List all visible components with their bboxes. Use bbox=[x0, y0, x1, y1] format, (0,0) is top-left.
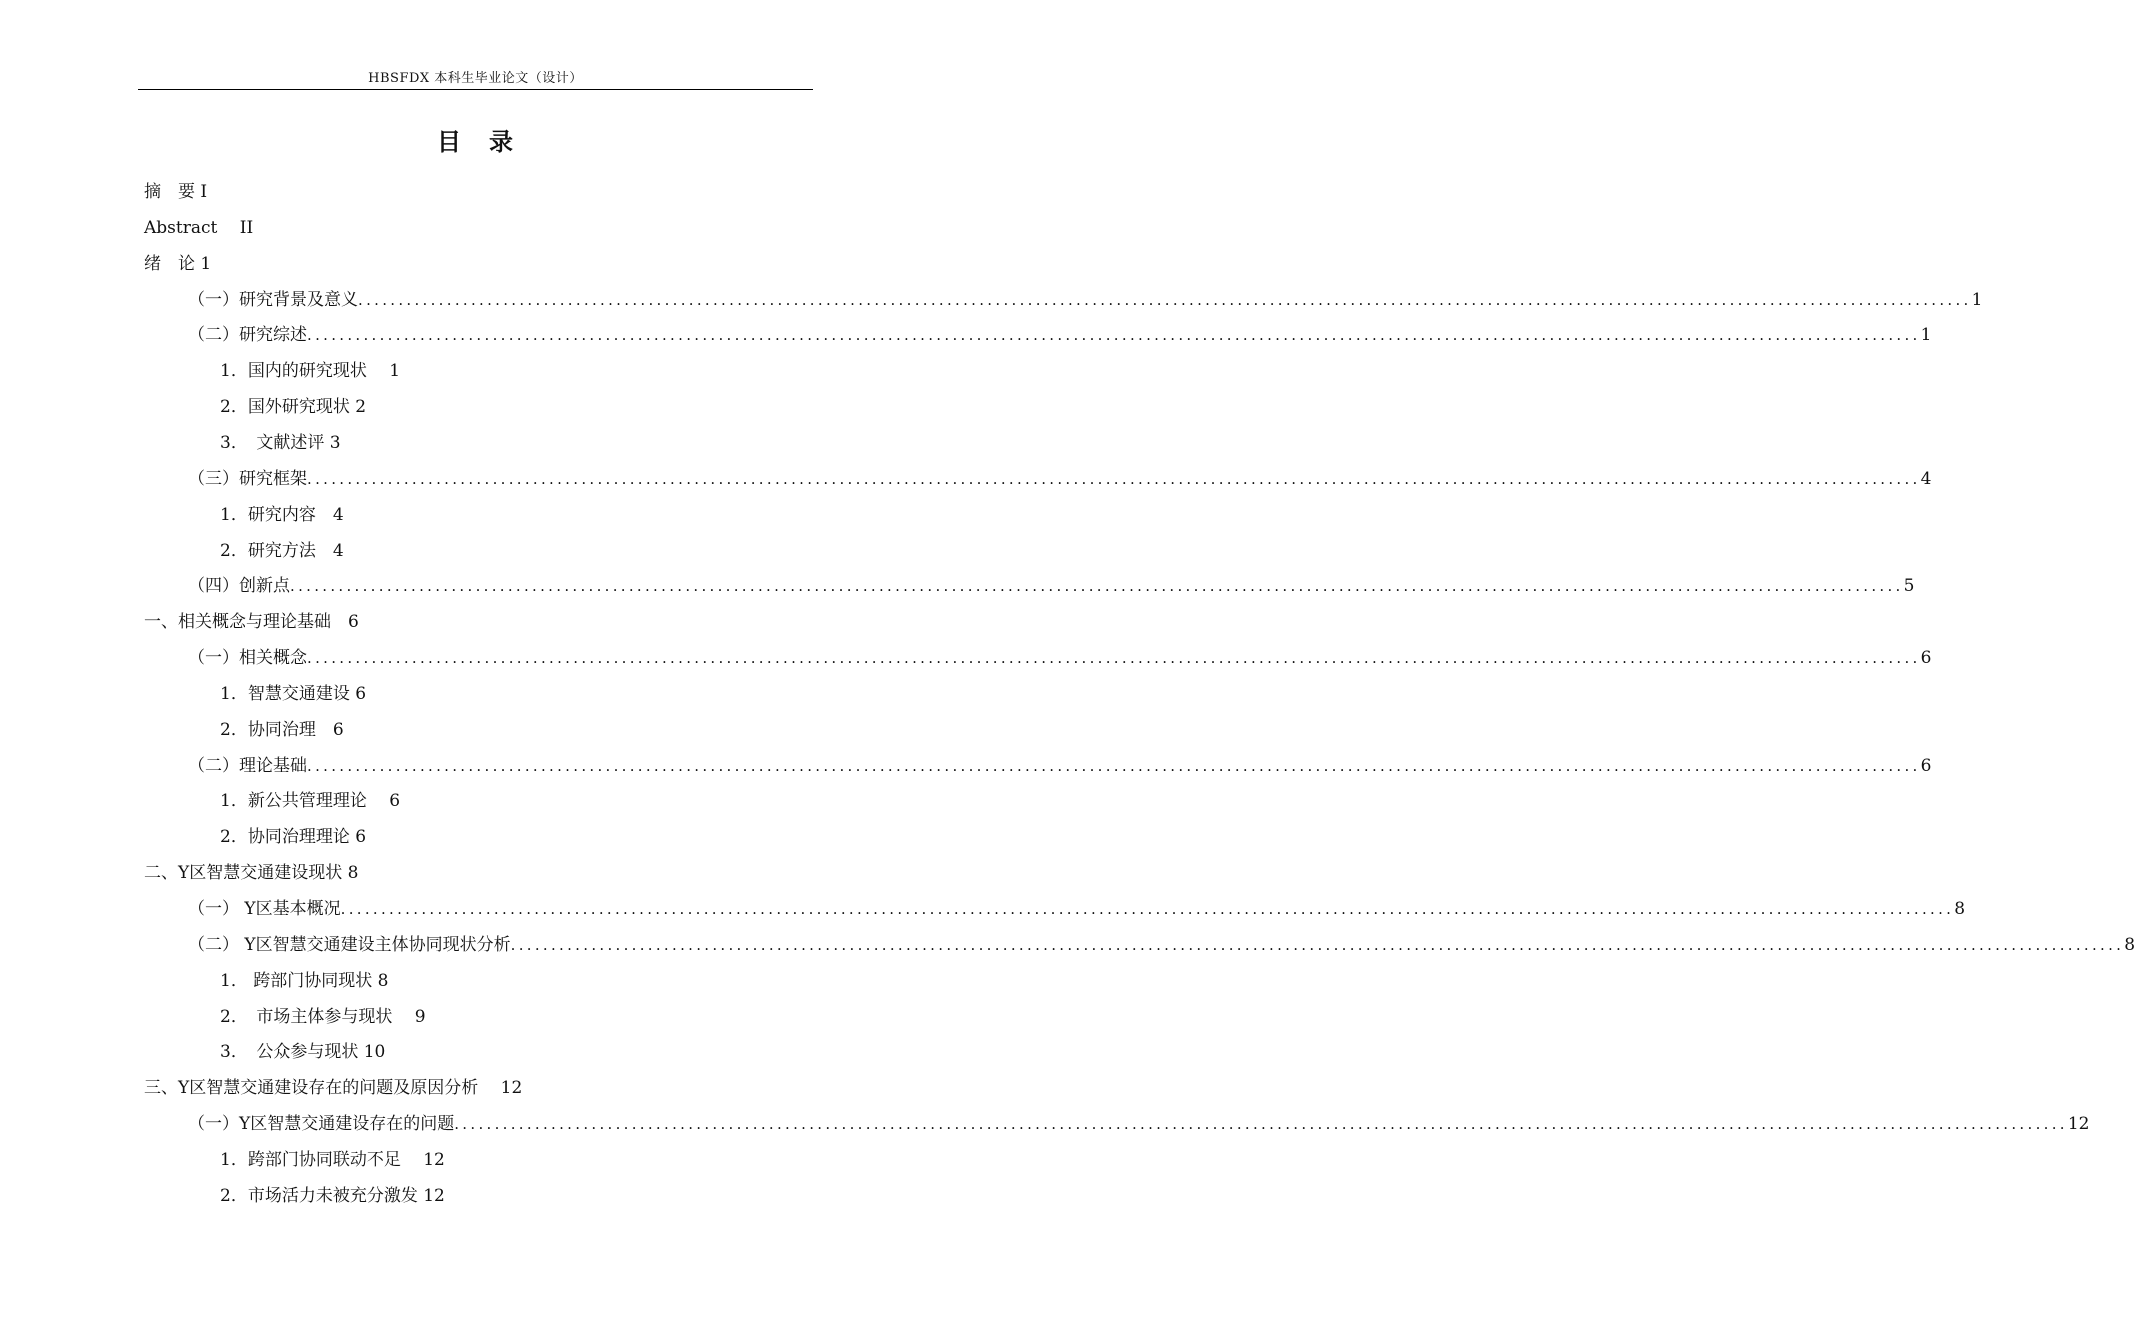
toc-entry[interactable] bbox=[220, 963, 388, 999]
toc-entry[interactable] bbox=[144, 855, 358, 891]
toc-entry-title: 1．研究内容 4 bbox=[220, 505, 344, 525]
toc-entry-title: （三）研究框架 bbox=[188, 469, 307, 489]
page-header: HBSFDX 本科生毕业论文（设计） bbox=[138, 70, 813, 90]
toc-entry[interactable] bbox=[220, 425, 341, 461]
toc-entry-title: 1．智慧交通建设 6 bbox=[220, 684, 367, 704]
toc-entry-title: 绪 论 1 bbox=[144, 254, 212, 274]
toc-entry-title: 1．跨部门协同联动不足 12 bbox=[220, 1150, 445, 1170]
toc-entry-title: （二） Y区智慧交通建设主体协同现状分析 bbox=[188, 935, 511, 955]
toc-entry[interactable] bbox=[188, 748, 1932, 784]
toc-entry-title: 1． 跨部门协同现状 8 bbox=[220, 971, 389, 991]
dot-leader: ........................................................................................................................................................................................................ bbox=[307, 757, 1921, 775]
toc-entry[interactable] bbox=[220, 783, 400, 819]
toc-entry[interactable] bbox=[144, 174, 207, 210]
toc-entry[interactable] bbox=[220, 389, 366, 425]
toc-entry[interactable] bbox=[188, 461, 1932, 497]
toc-entry-title: Abstract II bbox=[144, 218, 254, 238]
toc-title-char-2: 录 bbox=[489, 128, 513, 156]
toc-entry-title: （一） Y区基本概况 bbox=[188, 899, 341, 919]
toc-entry-page-number: 6 bbox=[1920, 756, 1932, 776]
toc-entry-page-number: 12 bbox=[2067, 1114, 2090, 1134]
toc-entry-title: 三、Y区智慧交通建设存在的问题及原因分析 12 bbox=[144, 1078, 523, 1098]
toc-entry-title: 2．市场活力未被充分激发 12 bbox=[220, 1186, 445, 1206]
toc-entry[interactable] bbox=[220, 819, 366, 855]
toc-entry[interactable] bbox=[220, 353, 400, 389]
toc-entry-page-number: 8 bbox=[2124, 935, 2135, 955]
toc-entry[interactable] bbox=[220, 1178, 445, 1214]
toc-entry-page-number: 4 bbox=[1920, 469, 1932, 489]
toc-entry-title: 2．协同治理 6 bbox=[220, 720, 344, 740]
toc-title bbox=[0, 126, 950, 158]
dot-leader: ........................................................................................................................................................................................................ bbox=[510, 936, 2125, 954]
toc-entry-title: 3． 公众参与现状 10 bbox=[220, 1042, 386, 1062]
toc-entry[interactable] bbox=[220, 676, 366, 712]
toc-entry-title: 2．研究方法 4 bbox=[220, 541, 344, 561]
toc-entry[interactable] bbox=[188, 568, 1915, 604]
toc-entry[interactable] bbox=[144, 210, 253, 246]
toc-entry[interactable] bbox=[220, 497, 344, 533]
dot-leader: ........................................................................................................................................................................................................ bbox=[307, 326, 1921, 344]
toc-entry[interactable] bbox=[220, 999, 426, 1035]
toc-entry-title: （一）研究背景及意义 bbox=[188, 290, 358, 310]
toc-entry[interactable] bbox=[220, 712, 344, 748]
toc-entry[interactable] bbox=[188, 927, 2135, 963]
toc-entry-title: 二、Y区智慧交通建设现状 8 bbox=[144, 863, 359, 883]
dot-leader: ........................................................................................................................................................................................................ bbox=[307, 470, 1921, 488]
dot-leader: ........................................................................................................................................................................................................ bbox=[290, 577, 1904, 595]
toc-entry-title: 1．新公共管理理论 6 bbox=[220, 791, 401, 811]
toc-entry-title: 1．国内的研究现状 1 bbox=[220, 361, 401, 381]
toc-entry-page-number: 8 bbox=[1954, 899, 1966, 919]
toc-entry[interactable] bbox=[188, 282, 1983, 318]
toc-entry-title: 2． 市场主体参与现状 9 bbox=[220, 1007, 426, 1027]
toc-entry-title: （二）理论基础 bbox=[188, 756, 307, 776]
dot-leader: ........................................................................................................................................................................................................ bbox=[340, 900, 1955, 918]
dot-leader: ........................................................................................................................................................................................................ bbox=[454, 1115, 2068, 1133]
toc-entry[interactable] bbox=[188, 317, 1932, 353]
toc-entry-page-number: 5 bbox=[1903, 576, 1915, 596]
toc-entry-title: 3． 文献述评 3 bbox=[220, 433, 341, 453]
toc-entry-title: （一）Y区智慧交通建设存在的问题 bbox=[188, 1114, 455, 1134]
toc-entry[interactable] bbox=[220, 533, 344, 569]
toc-title-char-1: 目 bbox=[437, 128, 461, 156]
toc-entry-page-number: 1 bbox=[1971, 290, 1983, 310]
toc-entry[interactable] bbox=[144, 246, 211, 282]
dot-leader: ........................................................................................................................................................................................................ bbox=[307, 649, 1921, 667]
toc-entry[interactable] bbox=[188, 640, 1932, 676]
toc-entry-title: 摘 要 I bbox=[144, 182, 208, 202]
toc-entry[interactable] bbox=[144, 604, 359, 640]
toc-entry-title: （四）创新点 bbox=[188, 576, 290, 596]
toc-entry[interactable] bbox=[220, 1142, 445, 1178]
toc-entry[interactable] bbox=[188, 1106, 2090, 1142]
toc-entry-title: （二）研究综述 bbox=[188, 325, 307, 345]
toc-entry-title: 2．协同治理理论 6 bbox=[220, 827, 367, 847]
dot-leader: ........................................................................................................................................................................................................ bbox=[358, 291, 1972, 309]
toc-entry-page-number: 6 bbox=[1920, 648, 1932, 668]
toc-entry[interactable] bbox=[144, 1070, 522, 1106]
toc-entry-title: （一）相关概念 bbox=[188, 648, 307, 668]
toc-entry-title: 2．国外研究现状 2 bbox=[220, 397, 367, 417]
toc-entry[interactable] bbox=[220, 1034, 385, 1070]
toc-entry[interactable] bbox=[188, 891, 1966, 927]
toc-entry-title: 一、相关概念与理论基础 6 bbox=[144, 612, 359, 632]
toc-entry-page-number: 1 bbox=[1920, 325, 1932, 345]
